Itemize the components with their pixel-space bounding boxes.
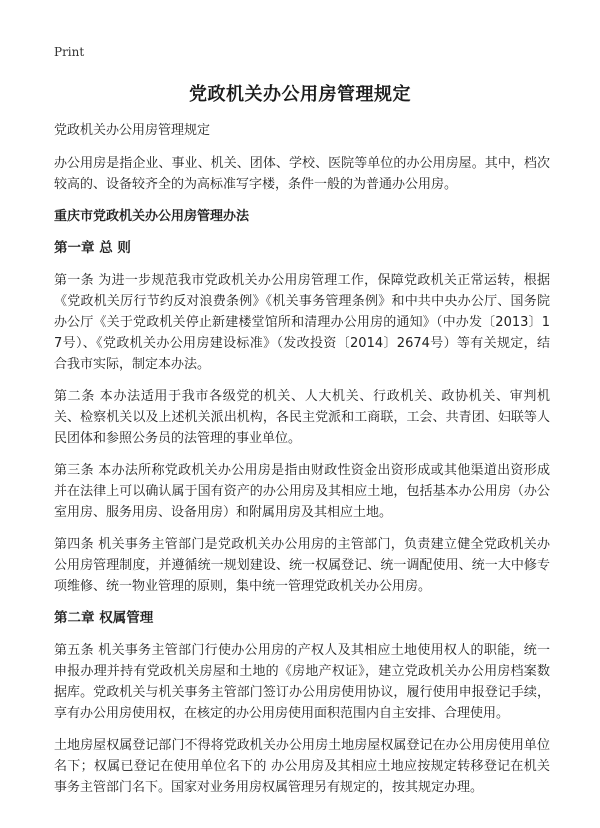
article-paragraph: 土地房屋权属登记部门不得将党政机关办公用房土地房屋权属登记在办公用房使用单位名下；权属已登记在使用单位名下的 办公用房及其相应土地应按规定转移登记在机关事务主管部门名下。国家对业务用房权属管理另有规定的，按其规定办理。: [54, 738, 550, 795]
article-paragraph: 第三条 本办法所称党政机关办公用房是指由财政性资金出资形成或其他渠道出资形成并在法律上可以确认属于国有资产的办公用房及其相应土地，包括基本办公用房（办公室用房、服务用房、设备用房）和附属用房及其相应土地。: [54, 463, 550, 520]
print-link[interactable]: Print: [54, 45, 85, 59]
article-paragraph: 第一条 为进一步规范我市党政机关办公用房管理工作，保障党政机关正常运转，根据《党政机关厉行节约反对浪费条例》《机关事务管理条例》和中共中央办公厅、国务院办公厅《关于党政机关停止新建楼堂馆所和清理办公用房的通知》（中办发〔2013〕17号）、《党政机关办公用房建设标准》（发改投资〔2014〕2674号）等有关规定，结合我市实际，制定本办法。: [54, 273, 550, 372]
intro-paragraph: 办公用房是指企业、事业、机关、团体、学校、医院等单位的办公用房屋。其中，档次较高的、设备较齐全的为高标准写字楼，条件一般的为普通办公用房。: [54, 156, 550, 192]
chapter-heading: 第二章 权属管理: [54, 610, 154, 626]
chapter-heading: 第一章 总 则: [54, 240, 131, 256]
section-heading: 重庆市党政机关办公用房管理办法: [54, 209, 250, 224]
page-title: 党政机关办公用房管理规定: [189, 84, 411, 105]
article-paragraph: 第四条 机关事务主管部门是党政机关办公用房的主管部门，负责建立健全党政机关办公用房管理制度，并遵循统一规划建设、统一权属登记、统一调配使用、统一大中修专项维修、统一物业管理的原则，集中统一管理党政机关办公用房。: [54, 537, 550, 594]
document-subtitle: 党政机关办公用房管理规定: [54, 123, 211, 138]
document-body: [54, 120, 550, 809]
article-paragraph: 第五条 机关事务主管部门行使办公用房的产权人及其相应土地使用权人的职能，统一申报办理并持有党政机关房屋和土地的《房地产权证》，建立党政机关办公用房档案数据库。党政机关与机关事务主管部门签订办公用房使用协议，履行使用申报登记手续，享有办公用房使用权，在核定的办公用房使用面积范围内自主安排、合理使用。: [54, 643, 550, 721]
article-paragraph: 第二条 本办法适用于我市各级党的机关、人大机关、行政机关、政协机关、审判机关、检察机关以及上述机关派出机构，各民主党派和工商联，工会、共青团、妇联等人民团体和参照公务员的法管理的事业单位。: [54, 389, 550, 446]
